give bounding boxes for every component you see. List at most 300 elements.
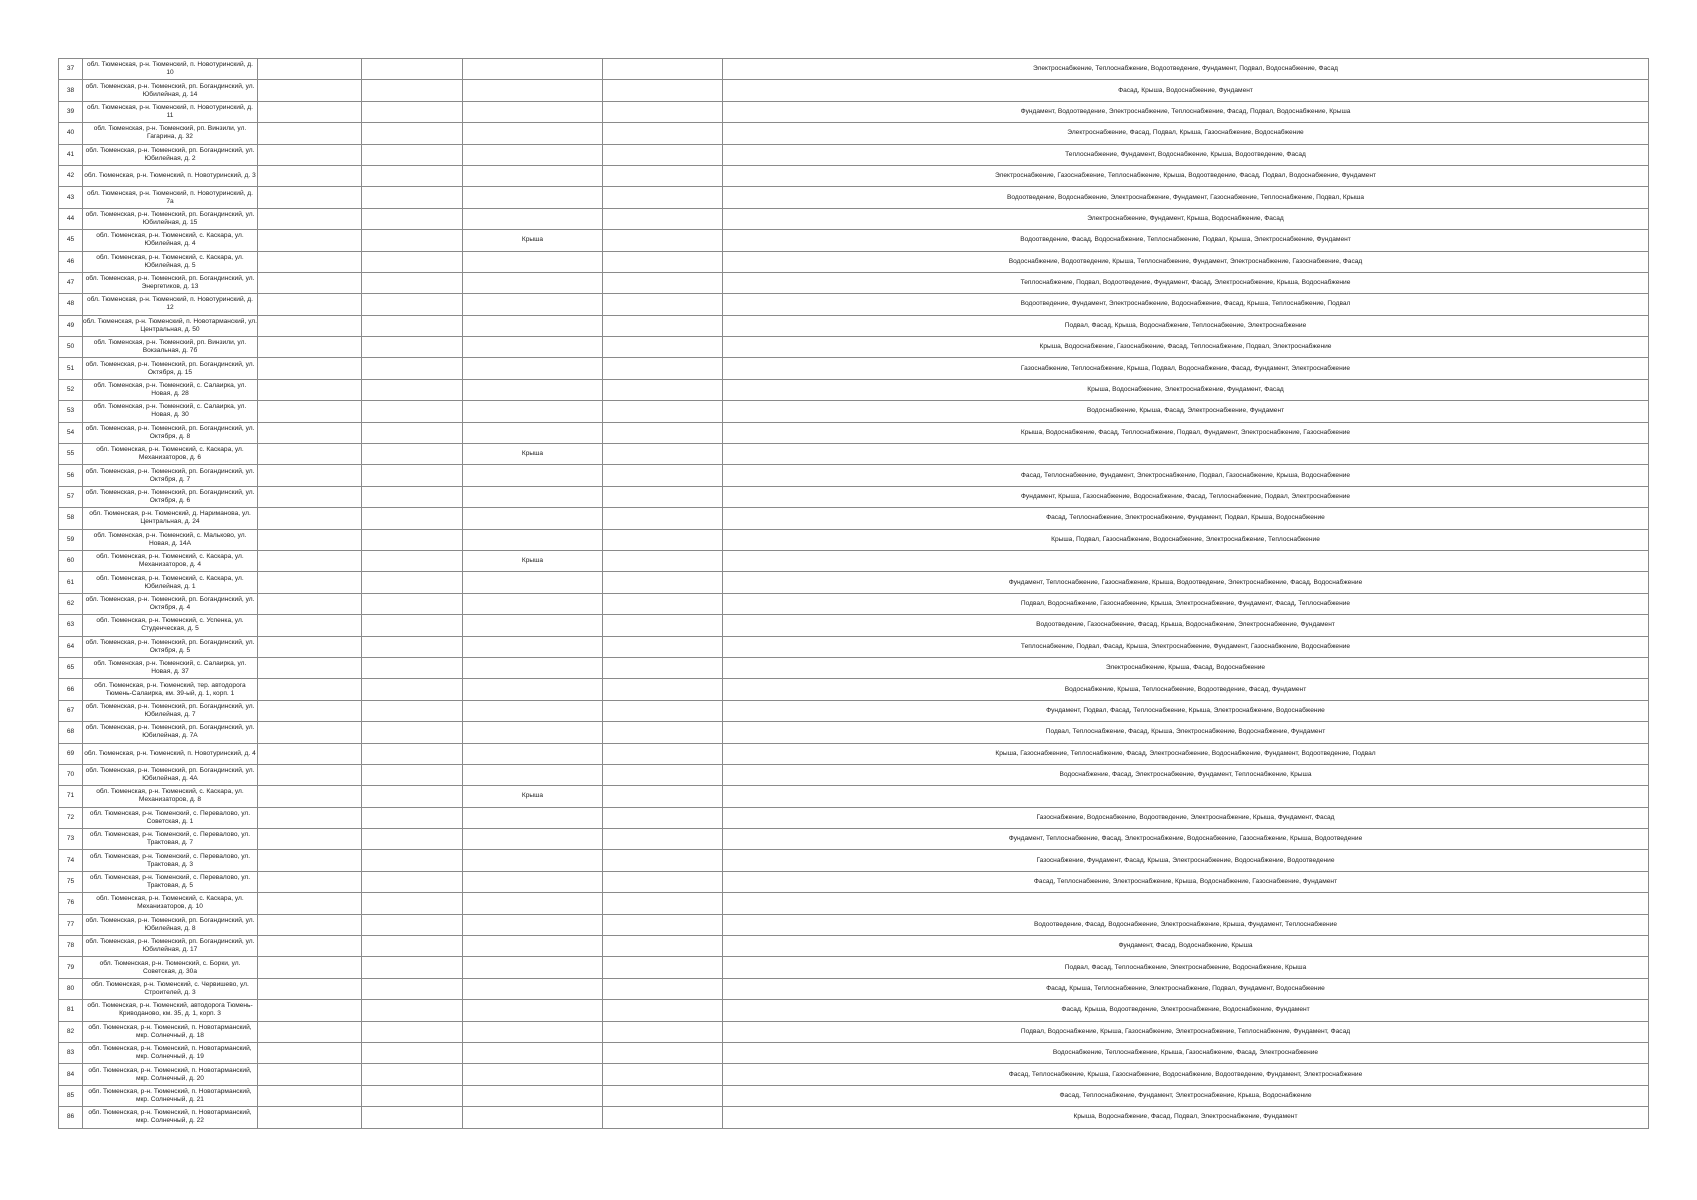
table-row [59, 1064, 1649, 1085]
empty-cell [258, 764, 362, 785]
empty-cell [362, 294, 463, 315]
row-number: 49 [59, 315, 83, 336]
row-number: 74 [59, 850, 83, 871]
empty-cell [362, 422, 463, 443]
work-types-cell: Фасад, Теплоснабжение, Фундамент, Электроснабжение, Подвал, Газоснабжение, Крыша, Водоснабжение [723, 465, 1649, 486]
empty-cell [258, 829, 362, 850]
empty-cell [603, 722, 723, 743]
row-number: 56 [59, 465, 83, 486]
empty-cell [603, 465, 723, 486]
empty-cell [362, 80, 463, 101]
empty-cell [258, 957, 362, 978]
roof-work-cell: Крыша [463, 444, 603, 465]
row-number: 83 [59, 1042, 83, 1063]
roof-work-cell [463, 165, 603, 186]
empty-cell [258, 80, 362, 101]
row-number: 70 [59, 764, 83, 785]
empty-cell [603, 294, 723, 315]
empty-cell [362, 743, 463, 764]
table-row [59, 1085, 1649, 1106]
address-cell: обл. Тюменская, р-н. Тюменский, автодорога Тюмень-Криводаново, км. 35, д. 1, корп. 3 [83, 1000, 258, 1021]
address-cell: обл. Тюменская, р-н. Тюменский, п. Новотарманский, мкр. Солнечный, д. 22 [83, 1107, 258, 1128]
empty-cell [603, 444, 723, 465]
row-number: 45 [59, 230, 83, 251]
empty-cell [258, 529, 362, 550]
empty-cell [258, 978, 362, 999]
empty-cell [603, 807, 723, 828]
row-number: 80 [59, 978, 83, 999]
empty-cell [603, 208, 723, 229]
roof-work-cell [463, 80, 603, 101]
empty-cell [362, 401, 463, 422]
empty-cell [362, 957, 463, 978]
work-types-cell: Газоснабжение, Фундамент, Фасад, Крыша, Электроснабжение, Водоснабжение, Водоотведение [723, 850, 1649, 871]
table-row [59, 936, 1649, 957]
address-cell: обл. Тюменская, р-н. Тюменский, п. Новотуринский, д. 10 [83, 59, 258, 80]
empty-cell [258, 508, 362, 529]
work-types-cell: Водоотведение, Фасад, Водоснабжение, Теплоснабжение, Подвал, Крыша, Электроснабжение, Фундамент [723, 230, 1649, 251]
work-types-cell: Подвал, Фасад, Теплоснабжение, Электроснабжение, Водоснабжение, Крыша [723, 957, 1649, 978]
empty-cell [258, 337, 362, 358]
empty-cell [362, 272, 463, 293]
empty-cell [362, 208, 463, 229]
work-types-cell: Электроснабжение, Теплоснабжение, Водоотведение, Фундамент, Подвал, Водоснабжение, Фасад [723, 59, 1649, 80]
empty-cell [603, 593, 723, 614]
address-cell: обл. Тюменская, р-н. Тюменский, д. Нариманова, ул. Центральная, д. 24 [83, 508, 258, 529]
roof-work-cell [463, 1107, 603, 1128]
work-types-cell: Теплоснабжение, Фундамент, Водоснабжение, Крыша, Водоотведение, Фасад [723, 144, 1649, 165]
address-cell: обл. Тюменская, р-н. Тюменский, п. Новотуринский, д. 3 [83, 165, 258, 186]
row-number: 55 [59, 444, 83, 465]
address-cell: обл. Тюменская, р-н. Тюменский, с. Мальково, ул. Новая, д. 14А [83, 529, 258, 550]
empty-cell [603, 486, 723, 507]
empty-cell [603, 829, 723, 850]
work-types-cell [723, 444, 1649, 465]
empty-cell [603, 59, 723, 80]
roof-work-cell [463, 807, 603, 828]
address-cell: обл. Тюменская, р-н. Тюменский, п. Новотуринский, д. 4 [83, 743, 258, 764]
empty-cell [362, 59, 463, 80]
table-row [59, 465, 1649, 486]
empty-cell [603, 1000, 723, 1021]
row-number: 57 [59, 486, 83, 507]
roof-work-cell [463, 572, 603, 593]
empty-cell [258, 465, 362, 486]
empty-cell [258, 315, 362, 336]
empty-cell [603, 101, 723, 122]
roof-work-cell [463, 743, 603, 764]
empty-cell [258, 144, 362, 165]
empty-cell [258, 401, 362, 422]
empty-cell [603, 230, 723, 251]
table-row [59, 337, 1649, 358]
table-row [59, 657, 1649, 678]
row-number: 61 [59, 572, 83, 593]
roof-work-cell [463, 379, 603, 400]
empty-cell [603, 764, 723, 785]
empty-cell [603, 786, 723, 807]
roof-work-cell [463, 144, 603, 165]
table-row [59, 101, 1649, 122]
empty-cell [258, 786, 362, 807]
empty-cell [362, 572, 463, 593]
table-row [59, 251, 1649, 272]
empty-cell [362, 786, 463, 807]
empty-cell [603, 144, 723, 165]
table-row [59, 444, 1649, 465]
table-row [59, 187, 1649, 208]
empty-cell [603, 700, 723, 721]
row-number: 38 [59, 80, 83, 101]
row-number: 43 [59, 187, 83, 208]
roof-work-cell [463, 123, 603, 144]
empty-cell [258, 743, 362, 764]
table-row [59, 1042, 1649, 1063]
work-types-cell: Электроснабжение, Газоснабжение, Теплоснабжение, Крыша, Водоотведение, Фасад, Подвал, Водоснабжение, Фундамент [723, 165, 1649, 186]
empty-cell [258, 123, 362, 144]
empty-cell [362, 829, 463, 850]
empty-cell [362, 486, 463, 507]
empty-cell [258, 1042, 362, 1063]
table-row [59, 1021, 1649, 1042]
table-row [59, 486, 1649, 507]
roof-work-cell [463, 978, 603, 999]
roof-work-cell [463, 294, 603, 315]
table-row [59, 850, 1649, 871]
empty-cell [362, 358, 463, 379]
roof-work-cell [463, 59, 603, 80]
address-cell: обл. Тюменская, р-н. Тюменский, рп. Богандинский, ул. Октября, д. 7 [83, 465, 258, 486]
row-number: 84 [59, 1064, 83, 1085]
row-number: 58 [59, 508, 83, 529]
address-cell: обл. Тюменская, р-н. Тюменский, п. Новотарманский, мкр. Солнечный, д. 21 [83, 1085, 258, 1106]
roof-work-cell [463, 1064, 603, 1085]
table-row [59, 807, 1649, 828]
roof-work-cell [463, 401, 603, 422]
table-row [59, 508, 1649, 529]
work-types-cell: Подвал, Фасад, Крыша, Водоснабжение, Теплоснабжение, Электроснабжение [723, 315, 1649, 336]
work-types-cell: Фасад, Теплоснабжение, Крыша, Газоснабжение, Водоснабжение, Водоотведение, Фундамент, Электроснабжение [723, 1064, 1649, 1085]
empty-cell [603, 936, 723, 957]
empty-cell [362, 1064, 463, 1085]
row-number: 60 [59, 550, 83, 571]
row-number: 69 [59, 743, 83, 764]
address-cell: обл. Тюменская, р-н. Тюменский, с. Каскара, ул. Юбилейная, д. 5 [83, 251, 258, 272]
empty-cell [258, 444, 362, 465]
table-row [59, 914, 1649, 935]
address-cell: обл. Тюменская, р-н. Тюменский, с. Каскара, ул. Юбилейная, д. 1 [83, 572, 258, 593]
table-row [59, 636, 1649, 657]
empty-cell [258, 486, 362, 507]
roof-work-cell [463, 829, 603, 850]
empty-cell [603, 337, 723, 358]
row-number: 86 [59, 1107, 83, 1128]
row-number: 82 [59, 1021, 83, 1042]
empty-cell [362, 1107, 463, 1128]
address-cell: обл. Тюменская, р-н. Тюменский, п. Новотуринский, д. 12 [83, 294, 258, 315]
table-row [59, 144, 1649, 165]
row-number: 79 [59, 957, 83, 978]
roof-work-cell [463, 1042, 603, 1063]
table-row [59, 165, 1649, 186]
empty-cell [603, 187, 723, 208]
empty-cell [603, 529, 723, 550]
roof-work-cell [463, 936, 603, 957]
roof-work-cell [463, 465, 603, 486]
address-cell: обл. Тюменская, р-н. Тюменский, рп. Богандинский, ул. Юбилейная, д. 8 [83, 914, 258, 935]
address-cell: обл. Тюменская, р-н. Тюменский, рп. Богандинский, ул. Октября, д. 5 [83, 636, 258, 657]
address-cell: обл. Тюменская, р-н. Тюменский, п. Новотуринский, д. 11 [83, 101, 258, 122]
empty-cell [603, 743, 723, 764]
row-number: 47 [59, 272, 83, 293]
empty-cell [603, 358, 723, 379]
roof-work-cell [463, 871, 603, 892]
roof-work-cell [463, 358, 603, 379]
address-cell: обл. Тюменская, р-н. Тюменский, с. Перевалово, ул. Трактовая, д. 3 [83, 850, 258, 871]
empty-cell [362, 1021, 463, 1042]
work-types-cell: Водоснабжение, Крыша, Теплоснабжение, Водоотведение, Фасад, Фундамент [723, 679, 1649, 700]
empty-cell [603, 315, 723, 336]
empty-cell [258, 914, 362, 935]
address-cell: обл. Тюменская, р-н. Тюменский, с. Каскара, ул. Механизаторов, д. 4 [83, 550, 258, 571]
table-row [59, 59, 1649, 80]
empty-cell [362, 700, 463, 721]
row-number: 68 [59, 722, 83, 743]
empty-cell [603, 1042, 723, 1063]
address-cell: обл. Тюменская, р-н. Тюменский, рп. Богандинский, ул. Октября, д. 8 [83, 422, 258, 443]
work-types-cell: Водоотведение, Газоснабжение, Фасад, Крыша, Водоснабжение, Электроснабжение, Фундамент [723, 615, 1649, 636]
table-row [59, 957, 1649, 978]
work-types-cell: Водоотведение, Фундамент, Электроснабжение, Водоснабжение, Фасад, Крыша, Теплоснабжение, Подвал [723, 294, 1649, 315]
address-cell: обл. Тюменская, р-н. Тюменский, с. Салаирка, ул. Новая, д. 30 [83, 401, 258, 422]
table-row [59, 230, 1649, 251]
roof-work-cell: Крыша [463, 786, 603, 807]
work-types-cell: Фасад, Теплоснабжение, Фундамент, Электроснабжение, Крыша, Водоснабжение [723, 1085, 1649, 1106]
empty-cell [258, 636, 362, 657]
row-number: 51 [59, 358, 83, 379]
empty-cell [258, 422, 362, 443]
row-number: 65 [59, 657, 83, 678]
address-cell: обл. Тюменская, р-н. Тюменский, рп. Богандинский, ул. Октября, д. 4 [83, 593, 258, 614]
work-types-cell: Фасад, Крыша, Водоснабжение, Фундамент [723, 80, 1649, 101]
row-number: 75 [59, 871, 83, 892]
row-number: 67 [59, 700, 83, 721]
empty-cell [603, 1021, 723, 1042]
empty-cell [362, 636, 463, 657]
empty-cell [603, 165, 723, 186]
work-types-cell: Фасад, Крыша, Водоотведение, Электроснабжение, Водоснабжение, Фундамент [723, 1000, 1649, 1021]
table-row [59, 786, 1649, 807]
work-types-cell: Электроснабжение, Фундамент, Крыша, Водоснабжение, Фасад [723, 208, 1649, 229]
row-number: 71 [59, 786, 83, 807]
table-row [59, 80, 1649, 101]
empty-cell [258, 187, 362, 208]
empty-cell [603, 251, 723, 272]
empty-cell [362, 893, 463, 914]
empty-cell [258, 572, 362, 593]
table-row [59, 572, 1649, 593]
address-cell: обл. Тюменская, р-н. Тюменский, рп. Богандинский, ул. Октября, д. 15 [83, 358, 258, 379]
empty-cell [258, 807, 362, 828]
table-row [59, 529, 1649, 550]
roof-work-cell: Крыша [463, 550, 603, 571]
row-number: 44 [59, 208, 83, 229]
empty-cell [362, 123, 463, 144]
empty-cell [362, 508, 463, 529]
table-row [59, 743, 1649, 764]
empty-cell [362, 165, 463, 186]
roof-work-cell [463, 679, 603, 700]
address-cell: обл. Тюменская, р-н. Тюменский, п. Новотуринский, д. 7а [83, 187, 258, 208]
empty-cell [258, 230, 362, 251]
table-row [59, 764, 1649, 785]
empty-cell [362, 936, 463, 957]
row-number: 73 [59, 829, 83, 850]
table-row [59, 422, 1649, 443]
roof-work-cell [463, 422, 603, 443]
empty-cell [258, 679, 362, 700]
table-row [59, 401, 1649, 422]
empty-cell [603, 914, 723, 935]
empty-cell [603, 978, 723, 999]
empty-cell [362, 1000, 463, 1021]
table-row [59, 1000, 1649, 1021]
address-cell: обл. Тюменская, р-н. Тюменский, с. Салаирка, ул. Новая, д. 28 [83, 379, 258, 400]
work-types-cell [723, 893, 1649, 914]
empty-cell [258, 593, 362, 614]
address-cell: обл. Тюменская, р-н. Тюменский, п. Новотарманский, мкр. Солнечный, д. 20 [83, 1064, 258, 1085]
address-cell: обл. Тюменская, р-н. Тюменский, п. Новотарманский, мкр. Солнечный, д. 18 [83, 1021, 258, 1042]
empty-cell [362, 850, 463, 871]
table-row [59, 679, 1649, 700]
empty-cell [258, 1000, 362, 1021]
work-types-cell: Теплоснабжение, Подвал, Фасад, Крыша, Электроснабжение, Фундамент, Газоснабжение, Водоснабжение [723, 636, 1649, 657]
empty-cell [603, 379, 723, 400]
empty-cell [603, 636, 723, 657]
empty-cell [603, 508, 723, 529]
roof-work-cell [463, 893, 603, 914]
roof-work-cell [463, 251, 603, 272]
empty-cell [258, 1085, 362, 1106]
empty-cell [603, 850, 723, 871]
empty-cell [603, 572, 723, 593]
empty-cell [362, 1085, 463, 1106]
empty-cell [603, 1107, 723, 1128]
empty-cell [362, 722, 463, 743]
empty-cell [258, 850, 362, 871]
empty-cell [258, 101, 362, 122]
work-types-cell: Крыша, Водоснабжение, Фасад, Подвал, Электроснабжение, Фундамент [723, 1107, 1649, 1128]
work-types-cell: Фундамент, Теплоснабжение, Газоснабжение, Крыша, Водоотведение, Электроснабжение, Фасад, Водоснабжение [723, 572, 1649, 593]
empty-cell [362, 337, 463, 358]
empty-cell [362, 444, 463, 465]
work-types-cell: Фасад, Теплоснабжение, Электроснабжение, Фундамент, Подвал, Крыша, Водоснабжение [723, 508, 1649, 529]
empty-cell [603, 1085, 723, 1106]
roof-work-cell [463, 529, 603, 550]
roof-work-cell [463, 957, 603, 978]
empty-cell [258, 936, 362, 957]
work-types-cell: Фасад, Крыша, Теплоснабжение, Электроснабжение, Подвал, Фундамент, Водоснабжение [723, 978, 1649, 999]
address-cell: обл. Тюменская, р-н. Тюменский, рп. Винзили, ул. Гагарина, д. 32 [83, 123, 258, 144]
address-cell: обл. Тюменская, р-н. Тюменский, рп. Богандинский, ул. Юбилейная, д. 7А [83, 722, 258, 743]
row-number: 63 [59, 615, 83, 636]
roof-work-cell [463, 508, 603, 529]
empty-cell [362, 187, 463, 208]
empty-cell [258, 358, 362, 379]
row-number: 52 [59, 379, 83, 400]
address-cell: обл. Тюменская, р-н. Тюменский, рп. Богандинский, ул. Юбилейная, д. 4А [83, 764, 258, 785]
row-number: 54 [59, 422, 83, 443]
table-row [59, 871, 1649, 892]
work-types-cell: Водоотведение, Водоснабжение, Электроснабжение, Фундамент, Газоснабжение, Теплоснабжение, Подвал, Крыша [723, 187, 1649, 208]
work-types-cell: Водоснабжение, Водоотведение, Крыша, Теплоснабжение, Фундамент, Электроснабжение, Газоснабжение, Фасад [723, 251, 1649, 272]
row-number: 39 [59, 101, 83, 122]
row-number: 42 [59, 165, 83, 186]
work-types-cell: Фундамент, Крыша, Газоснабжение, Водоснабжение, Фасад, Теплоснабжение, Подвал, Электроснабжение [723, 486, 1649, 507]
table-row [59, 615, 1649, 636]
roof-work-cell [463, 764, 603, 785]
work-types-cell [723, 786, 1649, 807]
empty-cell [603, 422, 723, 443]
empty-cell [603, 80, 723, 101]
empty-cell [258, 893, 362, 914]
address-cell: обл. Тюменская, р-н. Тюменский, рп. Винзили, ул. Вокзальная, д. 7б [83, 337, 258, 358]
roof-work-cell [463, 101, 603, 122]
empty-cell [258, 657, 362, 678]
work-types-cell: Подвал, Теплоснабжение, Фасад, Крыша, Электроснабжение, Водоснабжение, Фундамент [723, 722, 1649, 743]
work-types-cell: Подвал, Водоснабжение, Газоснабжение, Крыша, Электроснабжение, Фундамент, Фасад, Теплоснабжение [723, 593, 1649, 614]
row-number: 48 [59, 294, 83, 315]
empty-cell [603, 1064, 723, 1085]
work-types-cell: Водоснабжение, Теплоснабжение, Крыша, Газоснабжение, Фасад, Электроснабжение [723, 1042, 1649, 1063]
work-types-cell: Фасад, Теплоснабжение, Электроснабжение, Крыша, Водоснабжение, Газоснабжение, Фундамент [723, 871, 1649, 892]
row-number: 40 [59, 123, 83, 144]
work-types-cell: Электроснабжение, Крыша, Фасад, Водоснабжение [723, 657, 1649, 678]
table-row [59, 294, 1649, 315]
empty-cell [258, 1107, 362, 1128]
work-types-cell: Водоотведение, Фасад, Водоснабжение, Электроснабжение, Крыша, Фундамент, Теплоснабжение [723, 914, 1649, 935]
empty-cell [603, 615, 723, 636]
empty-cell [258, 272, 362, 293]
empty-cell [258, 379, 362, 400]
row-number: 78 [59, 936, 83, 957]
row-number: 50 [59, 337, 83, 358]
empty-cell [258, 165, 362, 186]
empty-cell [603, 550, 723, 571]
work-types-cell: Газоснабжение, Теплоснабжение, Крыша, Подвал, Водоснабжение, Фасад, Фундамент, Электроснабжение [723, 358, 1649, 379]
row-number: 59 [59, 529, 83, 550]
empty-cell [603, 657, 723, 678]
row-number: 85 [59, 1085, 83, 1106]
address-cell: обл. Тюменская, р-н. Тюменский, рп. Богандинский, ул. Юбилейная, д. 14 [83, 80, 258, 101]
empty-cell [362, 144, 463, 165]
empty-cell [258, 550, 362, 571]
address-cell: обл. Тюменская, р-н. Тюменский, с. Перевалово, ул. Трактовая, д. 5 [83, 871, 258, 892]
empty-cell [603, 871, 723, 892]
roof-work-cell [463, 615, 603, 636]
empty-cell [362, 465, 463, 486]
address-cell: обл. Тюменская, р-н. Тюменский, с. Перевалово, ул. Советская, д. 1 [83, 807, 258, 828]
repair-schedule-table [58, 58, 1649, 1129]
address-cell: обл. Тюменская, р-н. Тюменский, с. Перевалово, ул. Трактовая, д. 7 [83, 829, 258, 850]
work-types-cell: Крыша, Водоснабжение, Электроснабжение, Фундамент, Фасад [723, 379, 1649, 400]
empty-cell [258, 722, 362, 743]
roof-work-cell [463, 1000, 603, 1021]
address-cell: обл. Тюменская, р-н. Тюменский, с. Салаирка, ул. Новая, д. 37 [83, 657, 258, 678]
empty-cell [362, 764, 463, 785]
empty-cell [362, 379, 463, 400]
empty-cell [603, 957, 723, 978]
